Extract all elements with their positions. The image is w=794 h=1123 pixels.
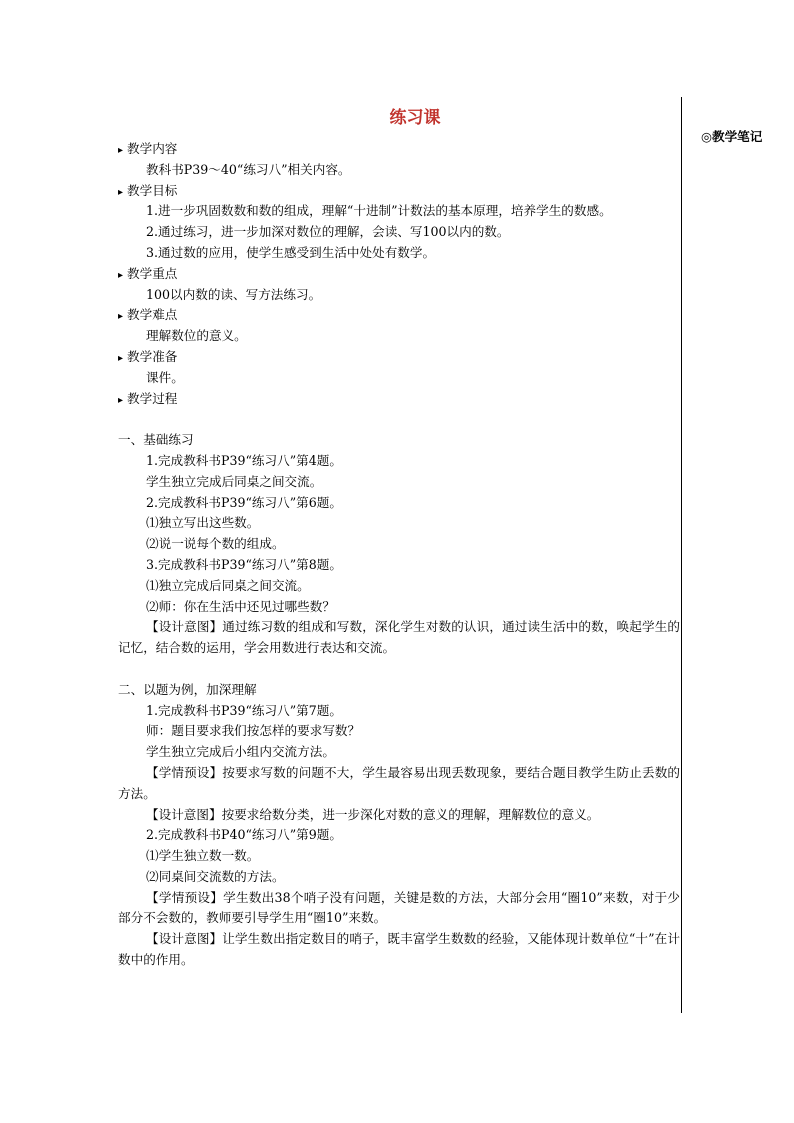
goal-item: 2.通过练习，进一步加深对数位的理解，会读、写100以内的数。 [146,224,510,240]
part1-line: ⑴独立写出这些数。 [146,515,260,531]
spacer [118,409,680,430]
part2-line: ⑵同桌间交流数的方法。 [146,868,285,884]
part1-line: ⑴独立完成后同桌之间交流。 [146,577,310,593]
part2-title: 二、以题为例，加深理解 [118,681,257,697]
teaching-content-text: 教科书P39～40“练习八”相关内容。 [146,161,351,177]
margin-divider [681,97,682,1013]
part1-line: 2.完成教科书P39“练习八”第6题。 [146,494,342,510]
heading-teaching-content: ▸ 教学内容 [118,139,680,160]
part2-line: 师：题目要求我们按怎样的要求写数？ [146,723,361,739]
part2-preview-a: 【学情预设】按要求写数的问题不大，学生最容易出现丢数现象，要结合题目教学生防止丢数的方法。 [118,764,680,801]
part1-design-intent: 【设计意图】通过练习数的组成和写数，深化学生对数的认识，通过读生活中的数，唤起学生的记忆，结合数的运用，学会用数进行表达和交流。 [118,619,680,656]
part2-line: 学生独立完成后小组内交流方法。 [146,744,335,760]
part2-design-a: 【设计意图】按要求给数分类，进一步深化对数的意义的理解，理解数位的意义。 [146,806,600,822]
goal-item: 3.通过数的应用，使学生感受到生活中处处有数学。 [146,244,436,260]
part2-line: 2.完成教科书P40“练习八”第9题。 [146,827,342,843]
part1-line: 1.完成教科书P39“练习八”第4题。 [146,452,342,468]
key-point-text: 100以内数的读、写方法练习。 [146,286,322,302]
heading-key-point: ▸ 教学重点 [118,264,680,285]
difficulty-text: 理解数位的意义。 [146,328,247,344]
part1-line: 3.完成教科书P39“练习八”第8题。 [146,556,342,572]
lesson-content [118,139,680,971]
part2-line: 1.完成教科书P39“练习八”第7题。 [146,702,342,718]
teaching-notes-label: ◎教学笔记 [701,129,763,144]
heading-teaching-process: ▸ 教学过程 [118,389,680,410]
heading-teaching-goals: ▸ 教学目标 [118,181,680,202]
part2-design-b: 【设计意图】让学生数出指定数目的哨子，既丰富学生数数的经验，又能体现计数单位“十”在计数中的作用。 [118,931,680,968]
heading-difficulty: ▸ 教学难点 [118,305,680,326]
preparation-text: 课件。 [146,369,184,385]
spacer [118,659,680,680]
page-title: 练习课 [389,108,441,128]
part1-line: 学生独立完成后同桌之间交流。 [146,473,323,489]
part1-line: ⑵说一说每个数的组成。 [146,536,285,552]
part1-line: ⑵师：你在生活中还见过哪些数？ [146,598,335,614]
part2-line: ⑴学生独立数一数。 [146,848,260,864]
part1-title: 一、基础练习 [118,432,194,448]
heading-preparation: ▸ 教学准备 [118,347,680,368]
part2-preview-b: 【学情预设】学生数出38个哨子没有问题，关键是数的方法，大部分会用“圈10”来数，对于少部分不会数的，教师要引导学生用“圈10”来数。 [118,889,680,926]
goal-item: 1.进一步巩固数数和数的组成，理解“十进制”计数法的基本原理，培养学生的数感。 [146,203,612,219]
